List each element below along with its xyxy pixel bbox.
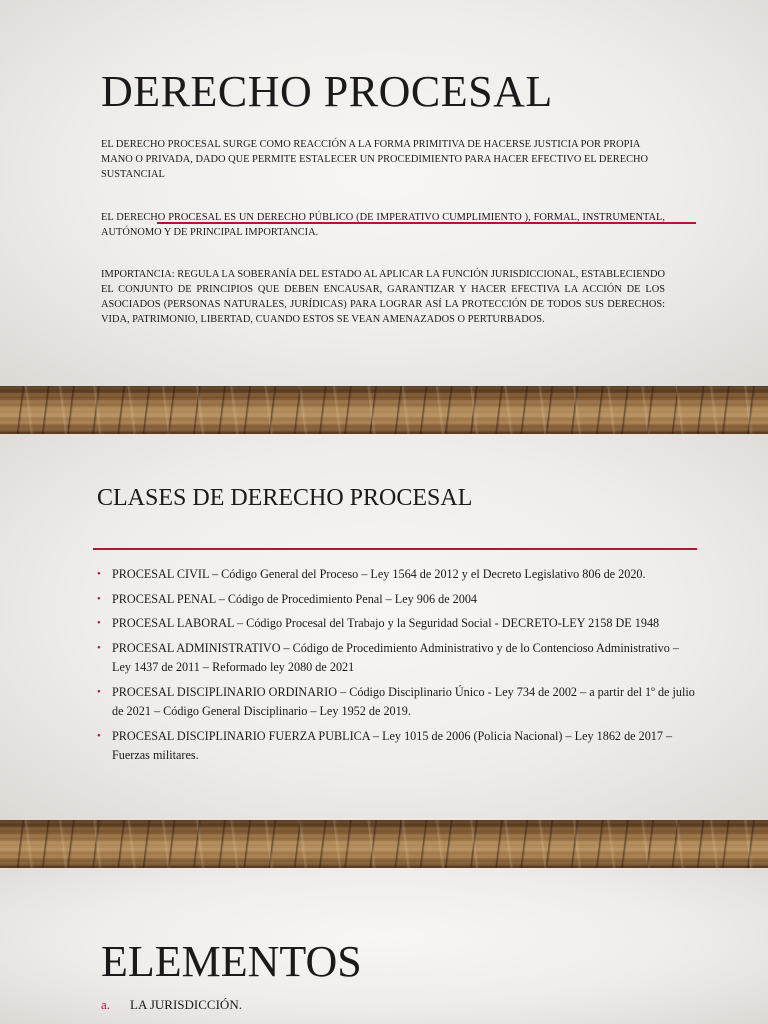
slide-derecho-procesal <box>0 0 768 386</box>
bullet-icon: • <box>97 617 101 629</box>
bullet-list <box>96 565 696 771</box>
slide-title: CLASES DE DERECHO PROCESAL <box>97 485 473 511</box>
list-item <box>96 639 696 678</box>
slide-elementos <box>0 868 768 1024</box>
list-item-text: PROCESAL LABORAL – Código Procesal del Trabajo y la Seguridad Social - DECRETO-LEY 2158 DE 1948 <box>112 616 660 630</box>
list-item <box>96 683 696 722</box>
bullet-icon: • <box>97 685 101 698</box>
list-item-text: PROCESAL PENAL – Código de Procedimiento Penal – Ley 906 de 2004 <box>112 591 478 606</box>
list-item <box>101 997 242 1013</box>
list-item <box>96 614 696 634</box>
accent-divider <box>93 548 697 550</box>
list-item-text: PROCESAL ADMINISTRATIVO – Código de Procedimiento Administrativo y de lo Contencioso Administrativo – Ley 1437 de 2011 – Reformado ley 2080 de 2021 <box>112 640 679 674</box>
list-item <box>96 727 696 766</box>
bullet-icon: • <box>97 592 101 605</box>
bullet-icon: • <box>97 568 101 580</box>
slide-clases-derecho-procesal <box>0 434 768 820</box>
list-item-text: PROCESAL DISCIPLINARIO FUERZA PUBLICA – Ley 1015 de 2006 (Policia Nacional) – Ley 1862 de 2017 – Fuerzas militares. <box>112 728 673 762</box>
list-item-text: PROCESAL DISCIPLINARIO ORDINARIO – Código Disciplinario Único - Ley 734 de 2002 – a partir del 1º de julio de 2021 – Código General Disciplinario – Ley 1952 de 2019. <box>112 684 695 718</box>
wood-floor-band <box>0 386 768 434</box>
bullet-icon: • <box>97 729 101 742</box>
list-marker: a. <box>101 997 111 1012</box>
importance-paragraph: IMPORTANCIA: REGULA LA SOBERANÍA DEL ESTADO AL APLICAR LA FUNCIÓN JURISDICCIONAL, ESTABLECIENDO EL CONJUNTO DE PRINCIPIOS QUE DEBEN ENCAUSAR, GARANTIZAR Y HACER EFECTIVA LA ACCIÓN DE LOS ASOCIADOS (PERSONAS NATURALES, JURÍDICAS) PARA LOGRAR ASÍ LA PROTECCIÓN DE TODOS SUS DERECHOS: VIDA, PATRIMONIO, LIBERTAD, CUANDO ESTOS SE VEAN AMENAZADOS O PERTURBADOS. <box>101 269 665 325</box>
wood-floor-band <box>0 820 768 868</box>
slide-title: DERECHO PROCESAL <box>101 67 553 116</box>
list-item-text: PROCESAL CIVIL – Código General del Proceso – Ley 1564 de 2012 y el Decreto Legislativo 806 de 2020. <box>112 567 646 581</box>
intro-paragraph: EL DERECHO PROCESAL SURGE COMO REACCIÓN A LA FORMA PRIMITIVA DE HACERSE JUSTICIA POR PROPIA MANO O PRIVADA, DADO QUE PERMITE ESTALECER UN PROCEDIMIENTO PARA HACER EFECTIVO EL DERECHO SUSTANCIAL <box>101 139 649 180</box>
list-item <box>96 565 696 585</box>
slide-title: ELEMENTOS <box>101 937 362 986</box>
definition-paragraph: EL DERECHO PROCESAL ES UN DERECHO PÚBLICO (DE IMPERATIVO CUMPLIMIENTO ), FORMAL, INSTRUMENTAL, AUTÓNOMO Y DE PRINCIPAL IMPORTANCIA. <box>101 212 665 238</box>
bullet-icon: • <box>97 641 101 654</box>
list-item-text: LA JURISDICCIÓN. <box>130 997 242 1012</box>
list-item <box>96 590 696 610</box>
